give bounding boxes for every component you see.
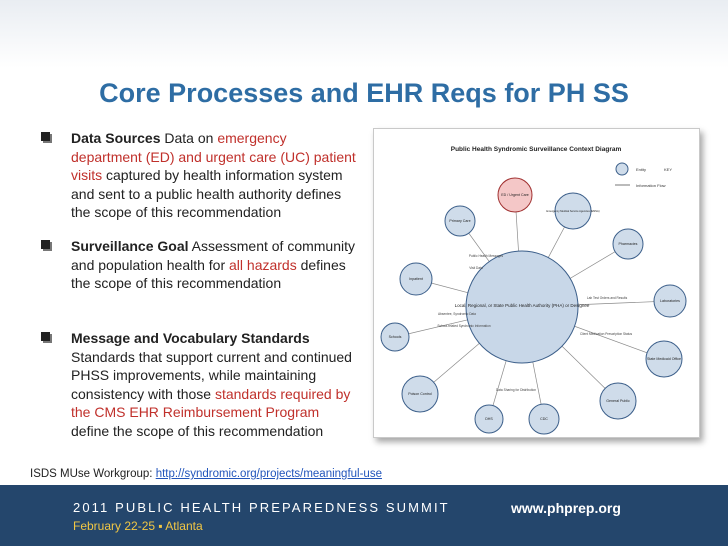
node-label: Emergency Medical Service Agencies (EMSA) — [546, 210, 600, 213]
flow-label: Data Sharing for Distribution — [495, 388, 537, 392]
node-label: Primary Care — [449, 219, 471, 223]
legend-flow-label: Information Flow — [636, 183, 666, 188]
node-label: General Public — [606, 399, 630, 403]
header-band — [0, 0, 728, 68]
node-label: Laboratories — [660, 299, 680, 303]
node-label: Inpatient — [409, 277, 423, 281]
center-authority-label: Local, Regional, or State Public Health Authority (PHA) or Designee — [454, 303, 590, 308]
bullet-text: define the scope of this recommendation — [71, 422, 324, 439]
bullet-text: defines the scope of this recommendation — [71, 256, 346, 292]
legend-key-label: KEY — [664, 167, 673, 172]
node-label: ED / Urgent Care — [501, 193, 529, 197]
square-bullet-icon — [41, 132, 50, 141]
slide-title: Core Processes and EHR Reqs for PH SS — [99, 78, 629, 108]
node-label: Schools — [388, 335, 402, 339]
square-bullet-icon — [41, 332, 50, 341]
source-prefix: ISDS MUse Workgroup: — [30, 468, 156, 480]
node-label: Pharmacies — [618, 242, 638, 246]
node-label: State Medicaid Office — [646, 357, 682, 361]
flow-label: Absentee, Syndromic Data — [438, 312, 476, 316]
node-label: DHS — [485, 417, 493, 421]
source-citation — [30, 468, 382, 480]
node-label: Poison Control — [408, 392, 432, 396]
footer-summit-title: 2011 PUBLIC HEALTH PREPAREDNESS SUMMIT — [73, 500, 450, 515]
footer-date: February 22-25 ▪ Atlanta — [73, 519, 203, 533]
bullet-text: Data on — [160, 130, 218, 146]
source-link[interactable]: http://syndromic.org/projects/meaningful-use — [155, 468, 382, 480]
footer-url: www.phprep.org — [511, 500, 621, 516]
diagram-title: Public Health Syndromic Surveillance Context Diagram — [450, 146, 622, 153]
bullet-highlight: emergency department (ED) and urgent care (UC) patient visits — [71, 130, 356, 184]
context-diagram — [373, 128, 700, 438]
legend-entity-icon — [616, 163, 628, 175]
bullet-message-standards — [40, 329, 360, 441]
bullet-label: Surveillance Goal — [71, 238, 189, 254]
flow-label: Client Medication Prescription Status — [579, 332, 633, 336]
bullet-text: Standards that support current and continued PHSS improvements, while maintaining consistency with those — [71, 348, 352, 402]
bullet-text: Assessment of community and population health for — [71, 238, 356, 273]
bullet-data-sources — [40, 129, 360, 237]
bullet-highlight: standards required by the CMS EHR Reimbursement Program — [71, 385, 351, 421]
flow-label: School-related Syndromic Information — [437, 324, 491, 328]
bullet-highlight: all hazards — [229, 256, 297, 273]
flow-label: Lab Test Orders and Results — [586, 296, 628, 300]
flow-label: Visit Data — [469, 266, 483, 270]
bullet-list — [40, 129, 360, 441]
flow-label: Public Health Messages — [468, 254, 504, 258]
context-diagram-svg — [374, 129, 699, 437]
square-bullet-icon — [41, 240, 50, 249]
bullet-text: captured by health information system and sent to a public health authority defines the scope of this recommendation — [71, 167, 343, 221]
bullet-surveillance-goal — [40, 237, 360, 329]
bullet-label: Data Sources — [71, 130, 161, 146]
legend-entity-label: Entity — [636, 167, 647, 172]
node-label: CDC — [540, 417, 548, 421]
bullet-label: Message and Vocabulary Standards — [71, 330, 310, 346]
